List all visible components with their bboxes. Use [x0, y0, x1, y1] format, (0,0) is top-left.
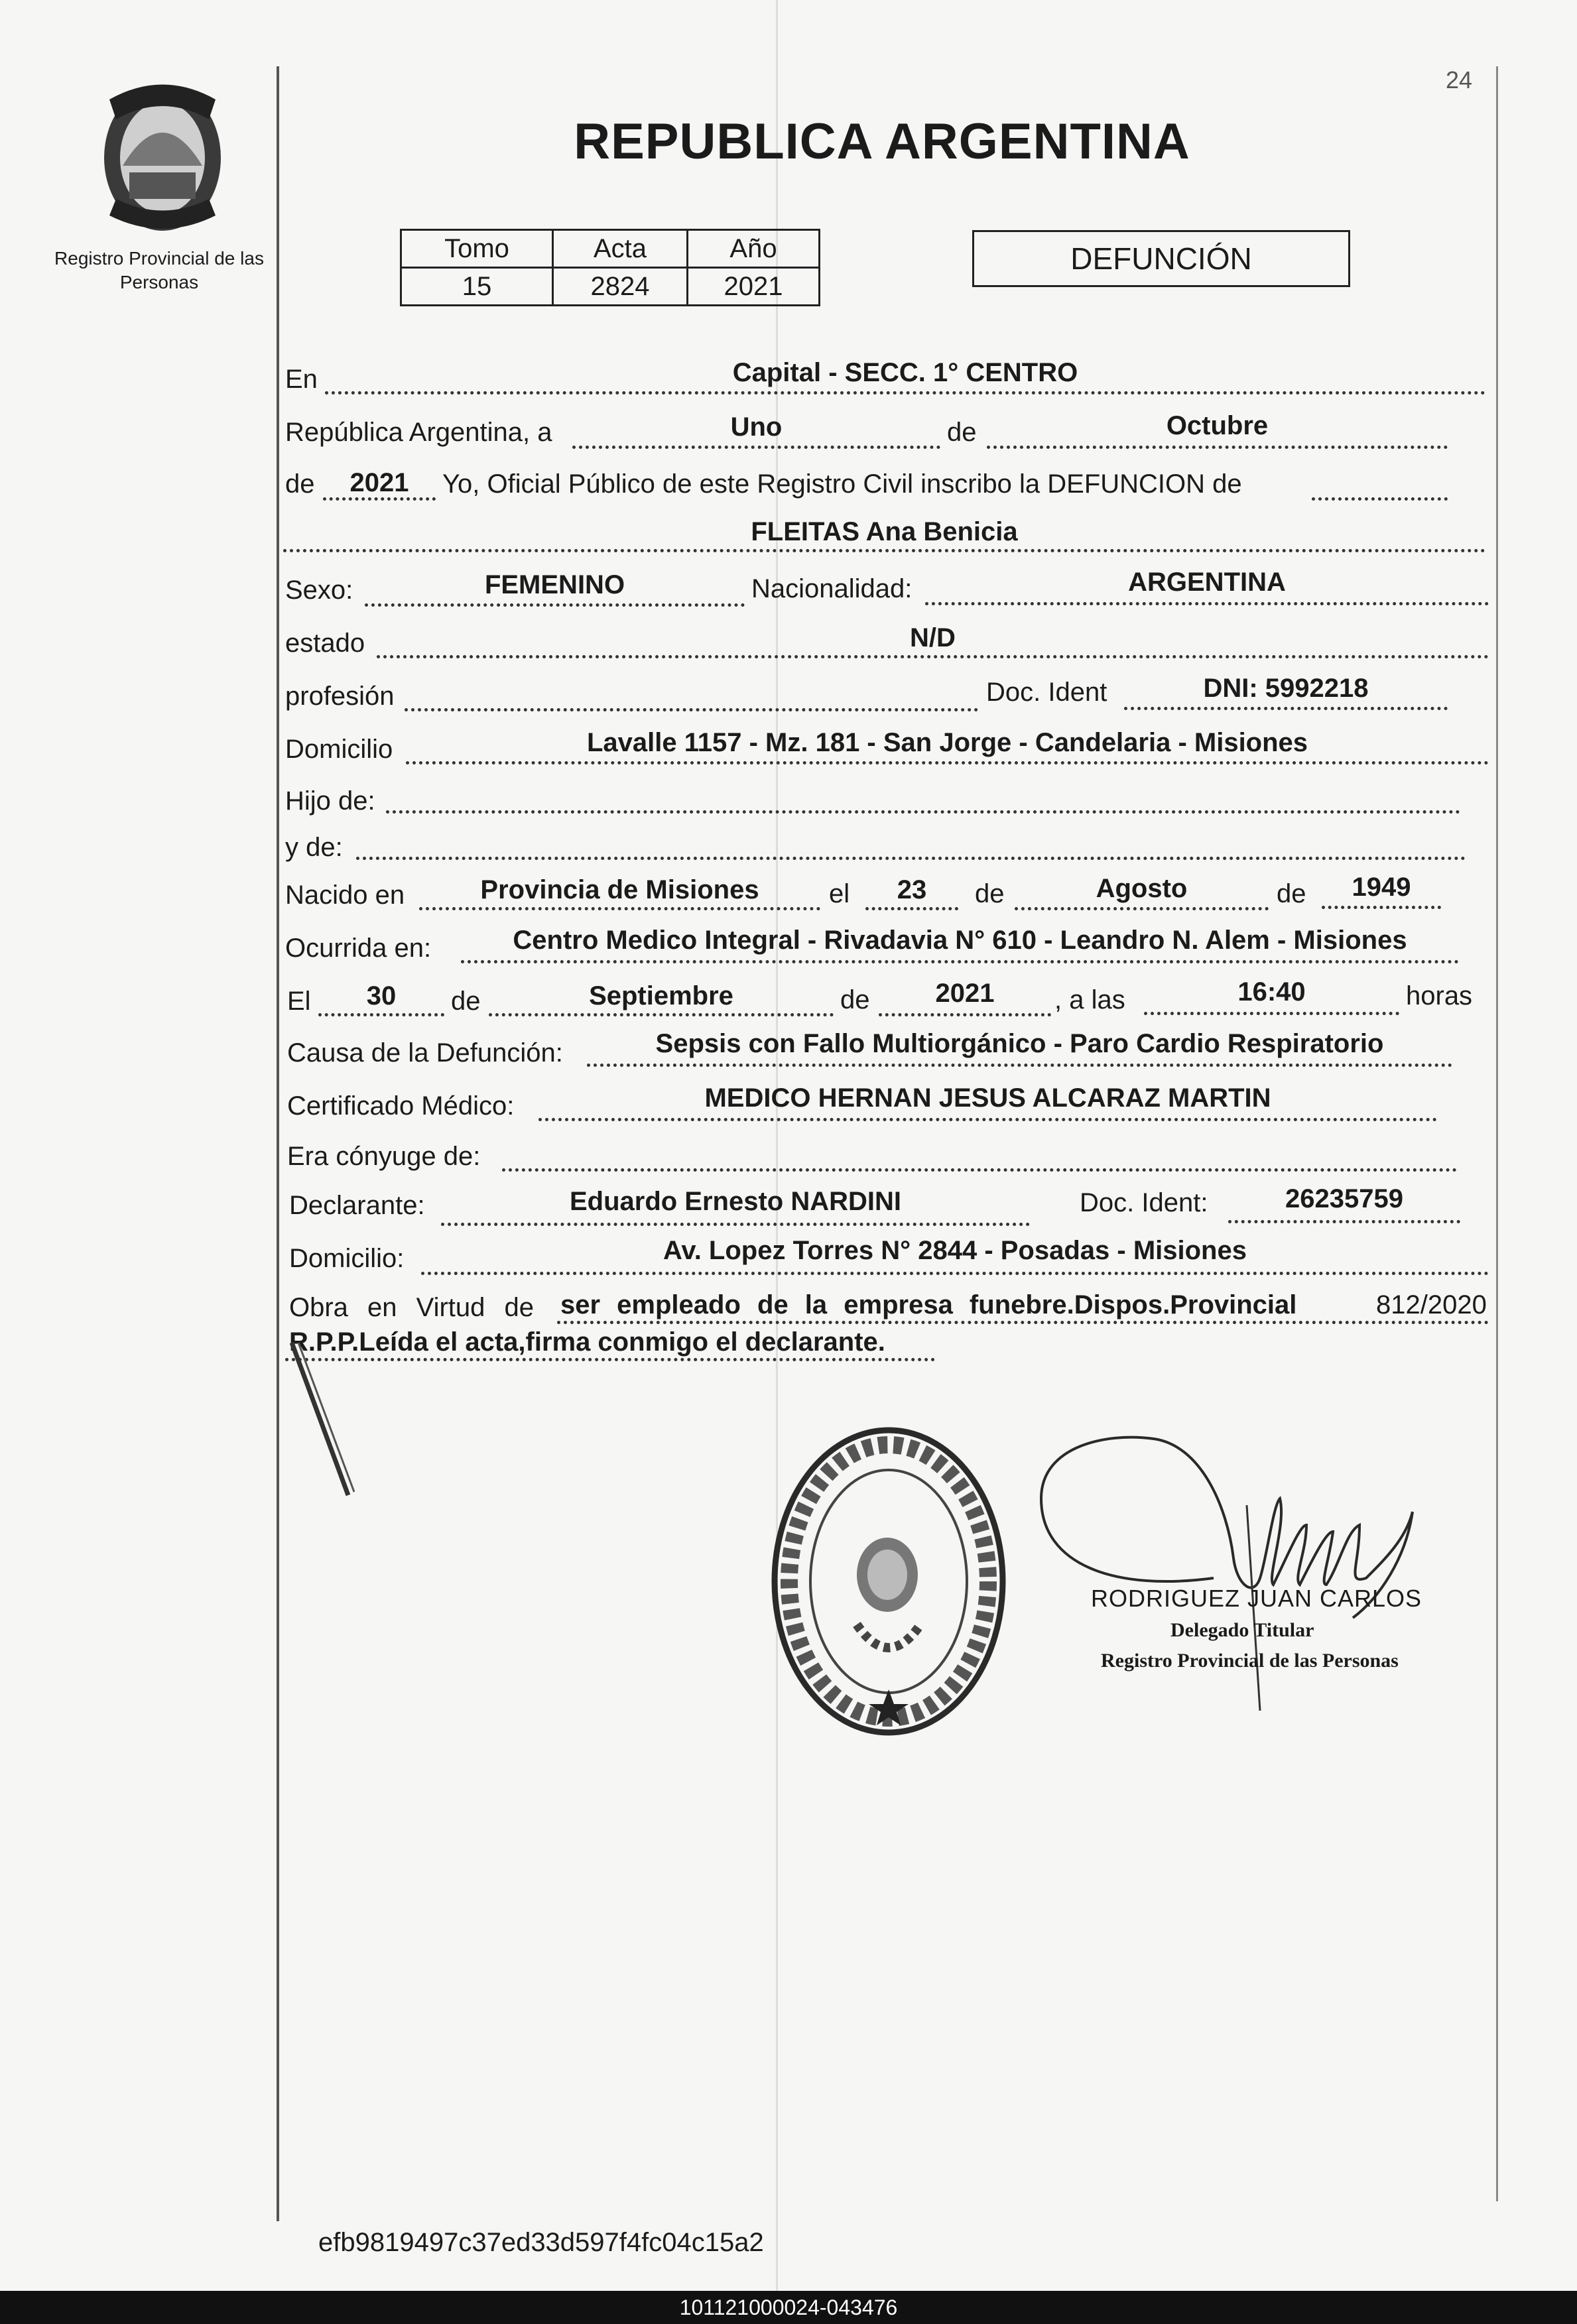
table-header: Año: [688, 230, 820, 268]
label-causa: Causa de la Defunción:: [287, 1038, 563, 1068]
field-domicilio: Lavalle 1157 - Mz. 181 - San Jorge - Candelaria - Misiones: [586, 728, 1308, 757]
record-type-box: DEFUNCIÓN: [972, 230, 1350, 287]
field-anio-nacimiento: 1949: [1352, 873, 1411, 902]
label-doc-ident: Doc. Ident: [986, 678, 1107, 707]
signer-name: RODRIGUEZ JUAN CARLOS: [1091, 1585, 1422, 1612]
label-de: de: [451, 987, 481, 1016]
label-nacido-en: Nacido en: [285, 881, 405, 910]
dotted-line: [987, 446, 1448, 449]
dotted-line: [572, 446, 940, 449]
field-anio-inscripcion: 2021: [349, 468, 409, 497]
footer-code: 101121000024-043476: [0, 2291, 1577, 2324]
label-el: El: [287, 987, 311, 1016]
label-de: de: [947, 418, 977, 447]
label-nacionalidad: Nacionalidad:: [751, 574, 913, 603]
label-certificado: Certificado Médico:: [287, 1091, 515, 1121]
label-y-de: y de:: [285, 833, 343, 862]
dotted-line: [419, 907, 820, 910]
label-yo-oficial: Yo, Oficial Público de este Registro Civil inscribo la DEFUNCION de: [442, 469, 1242, 499]
dotted-line: [1312, 497, 1448, 501]
label-profesion: profesión: [285, 682, 395, 711]
signer-office: Registro Provincial de las Personas: [1101, 1650, 1399, 1672]
label-a-las: , a las: [1054, 985, 1125, 1014]
dotted-line: [377, 655, 1489, 658]
dotted-line: [1144, 1012, 1399, 1015]
label-en: En: [285, 365, 318, 394]
label-estado: estado: [285, 629, 365, 658]
label-declarante: Declarante:: [289, 1191, 425, 1220]
field-mes-nacimiento: Agosto: [1096, 874, 1188, 903]
dotted-line: [325, 391, 1485, 395]
dotted-line: [1228, 1220, 1460, 1223]
table-cell: 2021: [688, 268, 820, 306]
field-anio-defuncion: 2021: [935, 979, 995, 1008]
dotted-line: [865, 907, 958, 910]
dotted-line: [489, 1013, 834, 1016]
label-el: el: [829, 879, 850, 908]
field-sexo: FEMENINO: [484, 570, 625, 599]
field-declarante: Eduardo Ernesto NARDINI: [569, 1187, 902, 1216]
signature-icon: [1035, 1426, 1446, 1724]
page-title: REPUBLICA ARGENTINA: [574, 113, 1190, 170]
label-domicilio: Domicilio:: [289, 1244, 405, 1273]
field-lugar-defuncion: Centro Medico Integral - Rivadavia N° 610 - Leandro N. Alem - Misiones: [513, 926, 1407, 955]
label-domicilio: Domicilio: [285, 735, 393, 764]
dotted-line: [1015, 907, 1269, 910]
field-estado: N/D: [910, 623, 956, 652]
table-header: Tomo: [401, 230, 553, 268]
label-hijo-de: Hijo de:: [285, 786, 375, 816]
record-table: [400, 229, 820, 306]
dotted-line: [365, 603, 745, 607]
dotted-line: [461, 960, 1459, 963]
dotted-line: [502, 1168, 1457, 1172]
label-de: de: [1277, 879, 1306, 908]
field-hora-defuncion: 16:40: [1237, 977, 1306, 1007]
pen-stroke: [285, 1339, 358, 1498]
field-dia-nacimiento: 23: [897, 875, 927, 904]
field-causa: Sepsis con Fallo Multiorgánico - Paro Cardio Respiratorio: [655, 1029, 1384, 1058]
page-number: 24: [1446, 66, 1473, 93]
right-margin-rule: [1496, 66, 1498, 2201]
dotted-line: [405, 708, 978, 711]
field-obra-texto: ser empleado de la empresa funebre.Dispos.Provincial: [560, 1290, 1297, 1319]
field-certificado: MEDICO HERNAN JESUS ALCARAZ MARTIN: [704, 1083, 1271, 1113]
table-cell: 2824: [553, 268, 688, 306]
dotted-line: [285, 1358, 935, 1361]
left-margin-rule: [277, 66, 279, 2221]
field-dia-defuncion: 30: [366, 981, 397, 1010]
field-domicilio-declarante: Av. Lopez Torres N° 2844 - Posadas - Misiones: [663, 1236, 1247, 1265]
field-lugar: Capital - SECC. 1° CENTRO: [732, 358, 1078, 387]
field-nacionalidad: ARGENTINA: [1128, 568, 1286, 597]
field-dia-texto: Uno: [730, 412, 783, 442]
dotted-line: [925, 602, 1489, 605]
field-doc-declarante: 26235759: [1285, 1184, 1403, 1213]
label-horas: horas: [1406, 981, 1473, 1010]
dotted-line: [406, 761, 1489, 764]
field-lugar-nacimiento: Provincia de Misiones: [480, 875, 759, 904]
registry-label: Registro Provincial de las Personas: [54, 248, 264, 292]
dotted-line: [283, 549, 1485, 552]
signer-role: Delegado Titular: [1170, 1619, 1314, 1641]
dotted-line: [1124, 707, 1448, 710]
label-de: de: [975, 879, 1005, 908]
document-hash: efb9819497c37ed33d597f4fc04c15a2: [318, 2228, 764, 2257]
label-conyuge: Era cónyuge de:: [287, 1142, 481, 1171]
field-obra-numero: 812/2020: [1376, 1290, 1487, 1319]
label-de: de: [840, 985, 870, 1014]
fold-line: [776, 0, 778, 2291]
dotted-line: [441, 1223, 1030, 1226]
dotted-line: [356, 857, 1466, 860]
label-ocurrida-en: Ocurrida en:: [285, 934, 432, 963]
dotted-line: [386, 810, 1460, 814]
table-cell: 15: [401, 268, 553, 306]
field-obra-texto-2: R.P.P.Leída el acta,firma conmigo el declarante.: [289, 1327, 885, 1357]
field-mes-inscripcion: Octubre: [1166, 411, 1269, 440]
field-mes-defuncion: Septiembre: [589, 981, 733, 1010]
dotted-line: [587, 1064, 1452, 1067]
label-obra: Obra en Virtud de: [289, 1293, 535, 1322]
label-doc-ident: Doc. Ident:: [1080, 1188, 1208, 1217]
dotted-line: [318, 1013, 444, 1016]
dotted-line: [538, 1118, 1437, 1121]
dotted-line: [879, 1013, 1051, 1016]
table-header: Acta: [553, 230, 688, 268]
dotted-line: [557, 1321, 1489, 1324]
registry-seal-icon: [769, 1426, 1008, 1737]
field-documento: DNI: 5992218: [1203, 674, 1369, 703]
label-sexo: Sexo:: [285, 576, 353, 605]
dotted-line: [1322, 906, 1441, 909]
label-republica: República Argentina, a: [285, 418, 552, 447]
dotted-line: [421, 1272, 1489, 1275]
field-nombre: FLEITAS Ana Benicia: [751, 517, 1018, 546]
label-de: de: [285, 469, 315, 499]
